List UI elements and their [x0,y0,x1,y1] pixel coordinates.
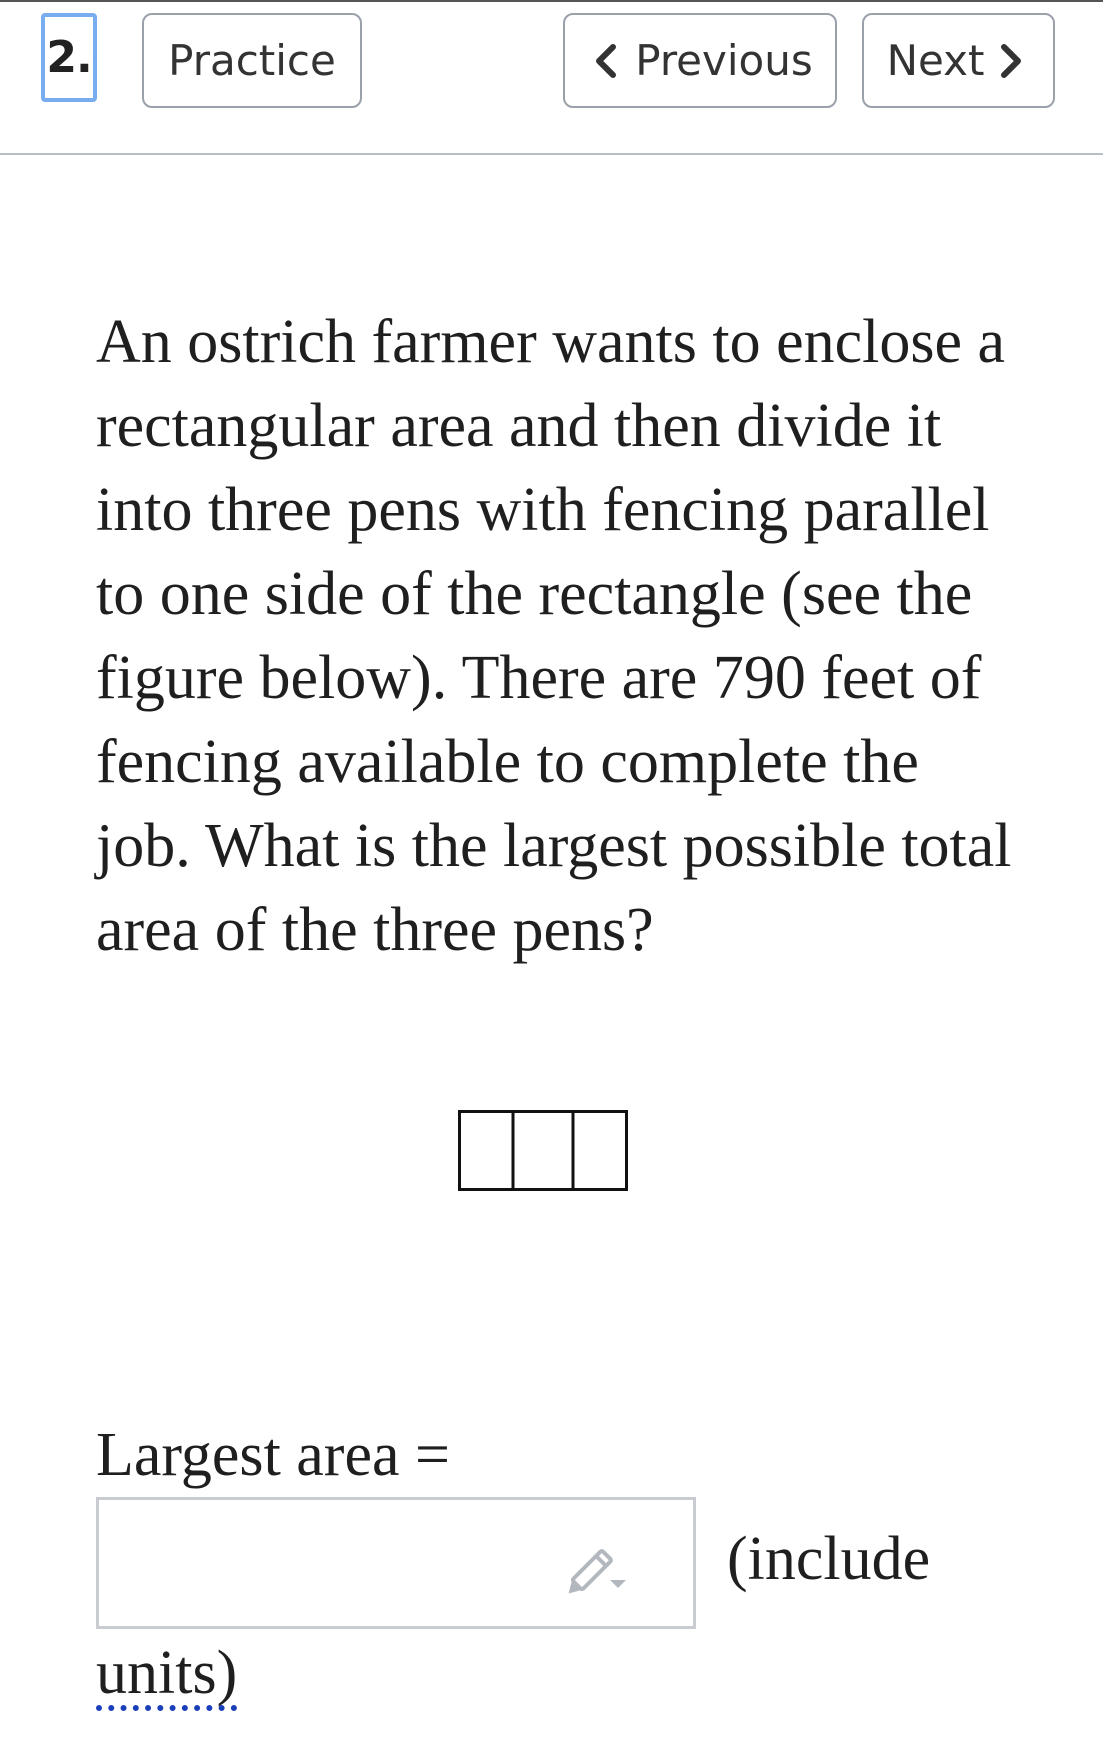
answer-label: Largest area = [96,1421,450,1489]
pen-enclosure [460,1112,627,1190]
question-text: An ostrich farmer wants to enclose a rectangular area and then divide it into three pens with fencing parallel to one side of the rectangle (see the figure below). There are 790 feet of fencing available to complete the job. What is the largest possible total area of the three pens? [96,308,1012,964]
include-units-text: (include [727,1525,931,1593]
question-header [0,0,1103,155]
largest-area-input[interactable] [99,1500,619,1626]
chevron-right-icon [990,41,1030,81]
question-number-badge[interactable]: 2. [41,13,97,102]
next-button-label: Next [886,36,985,85]
chevron-left-icon [587,41,627,81]
practice-button[interactable] [142,13,362,108]
next-button[interactable] [862,13,1055,108]
answer-box[interactable] [96,1497,696,1629]
three-pens-figure [458,1110,628,1191]
practice-button-label: Practice [168,36,336,85]
units-help-link[interactable]: units) [96,1631,237,1711]
previous-button-label: Previous [635,36,813,85]
previous-button[interactable] [563,13,837,108]
pencil-icon[interactable] [564,1542,634,1594]
